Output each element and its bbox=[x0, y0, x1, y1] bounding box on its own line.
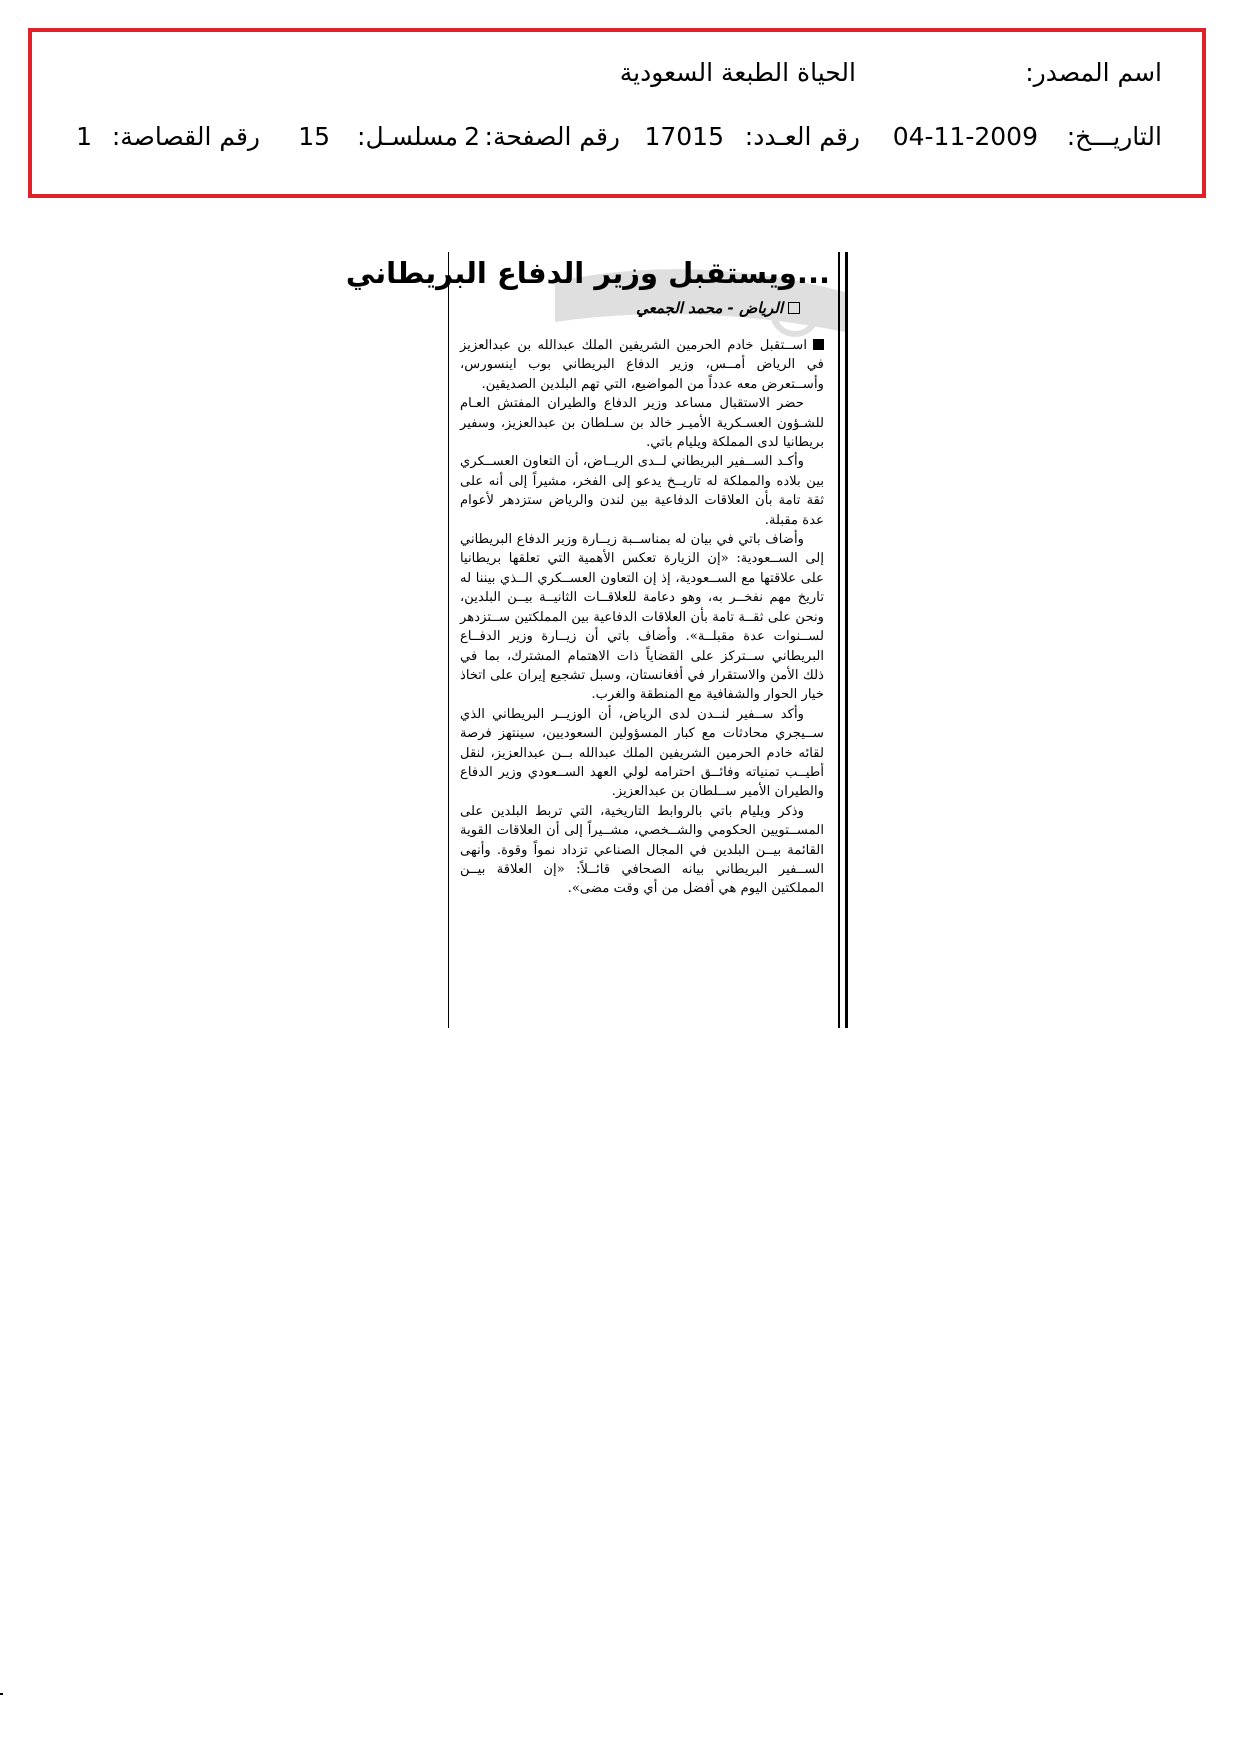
issue-value: 17015 bbox=[644, 122, 724, 151]
article-paragraph: وذكر ويليام باتي بالروابط التاريخية، التي تربط البلدين على المســتويين الحكومي والشــخصي، مشــيراً إلى أن العلاقات القوية القائمة بيــن البلدين في المجال الصناعي تزداد نمواً وقوة. وأنهى الســفير البريطاني بيانه الصحافي قائــلاً: «إن العلاقة بيــن المملكتين اليوم هي أفضل من أي وقت مضى». bbox=[460, 803, 824, 897]
paragraph-text: اســتقبل خادم الحرمين الشريفين الملك عبدالله بن عبدالعزيز في الرياض أمــس، وزير الدفاع البريطاني بوب اينسورس، وأســتعرض معه عدداً من المواضيع، التي تهم البلدين الصديقين. bbox=[460, 338, 824, 392]
date-label: التاريـــخ: bbox=[1066, 122, 1162, 151]
clip-label: رقم القصاصة: bbox=[111, 122, 260, 151]
byline-text: الرياض - محمد الجمعي bbox=[636, 299, 783, 317]
scan-speck bbox=[0, 1693, 3, 1695]
source-value: الحياة الطبعة السعودية bbox=[619, 58, 856, 87]
column-rule-left bbox=[448, 252, 449, 1028]
article-paragraph bbox=[460, 336, 824, 394]
column-rule-right-thick bbox=[845, 252, 848, 1028]
paragraph-bullet-icon bbox=[813, 339, 824, 350]
article-paragraph: وأكـد الســفير البريطاني لــدى الريــاض، أن التعاون العســكري بين بلاده والمملكة له تاريــخ يدعو إلى الفخر، مشيراً إلى أنه على ثقة تامة بأن العلاقات الدفاعية بين لندن والرياض ستزدهر لأعوام عدة مقبلة. bbox=[460, 454, 824, 528]
column-rule-right-thin bbox=[838, 252, 840, 1028]
source-label: اسم المصدر: bbox=[1025, 58, 1162, 87]
serial-label: مسلسـل: bbox=[357, 122, 458, 151]
article-paragraph: حضر الاستقبال مساعد وزير الدفاع والطيران المفتش العـام للشـؤون العسـكرية الأميـر خالد بن سـلطان بن عبدالعزيز، وسفير بريطانيا لدى المملكة ويليام باتي. bbox=[460, 396, 824, 451]
article-body bbox=[460, 336, 824, 899]
date-value: 04-11-2009 bbox=[892, 122, 1038, 151]
article-paragraph: وأكد ســفير لنــدن لدى الرياض، أن الوزيــر البريطاني الذي ســيجري محادثات مع كبار المسؤولين السعوديين، سينتهز فرصة لقائه خادم الحرمين الشريفين الملك عبدالله بــن عبدالعزيز، لنقل أطيــب تمنياته وفائــق احترامه لولي العهد الســعودي وزير الدفاع والطيران الأمير ســلطان بن عبدالعزيز. bbox=[460, 706, 824, 800]
clip-value: 1 bbox=[76, 122, 92, 151]
page-value: 2 bbox=[464, 122, 480, 151]
article-byline bbox=[458, 296, 800, 320]
clipping-metadata-box bbox=[28, 28, 1206, 198]
page-label: رقم الصفحة: bbox=[484, 122, 620, 151]
article-paragraph: وأضاف باتي في بيان له بمناســبة زيــارة وزير الدفاع البريطاني إلى الســعودية: «إن الزيارة تعكس الأهمية التي تعلقها بريطانيا على علاقتها مع الســعودية، إذ إن التعاون العســكري الــذي بيننا له تاريخ مهم نفخــر به، وهو دعامة للعلاقــات الثانيــة بيــن البلدين، ونحن على ثقــة تامة بأن العلاقات الدفاعية بين المملكتين ســتزدهر لســنوات عدة مقبلــة». وأضاف باتي أن زيــارة وزير الدفــاع البريطاني ســتركز على القضاياً ذات الاهتمام المشترك، بما في ذلك الأمن والاستقرار في أفغانستان، وسبل تشجيع إيران على اتخاذ خيار الحوار والشفافية مع المنطقة والغرب. bbox=[460, 532, 824, 703]
article-headline: ...ويستقبل وزير الدفاع البريطاني bbox=[345, 256, 830, 290]
byline-square-icon bbox=[788, 302, 800, 314]
serial-value: 15 bbox=[298, 122, 330, 151]
issue-label: رقم العـدد: bbox=[744, 122, 860, 151]
